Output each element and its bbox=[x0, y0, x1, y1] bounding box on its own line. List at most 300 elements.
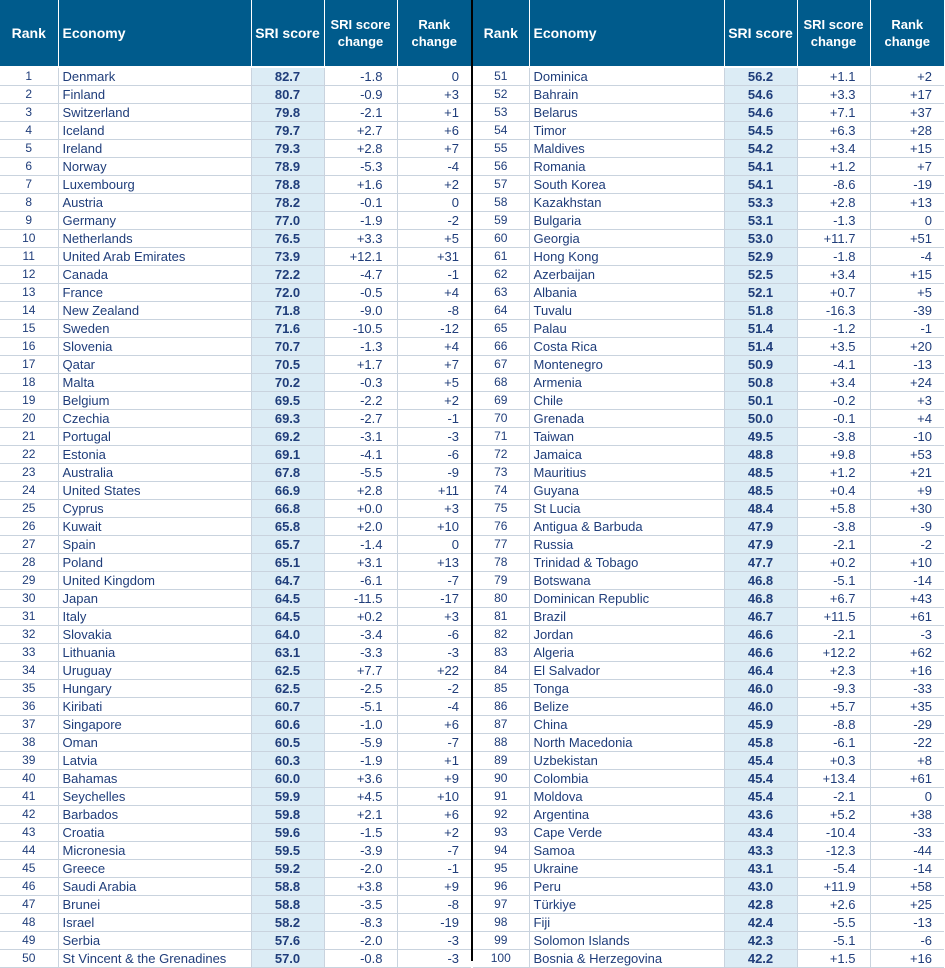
sri-score-cell: 59.9 bbox=[251, 788, 324, 806]
economy-cell: Portugal bbox=[58, 428, 251, 446]
sri-score-cell: 69.5 bbox=[251, 392, 324, 410]
sri-score-cell: 46.4 bbox=[724, 662, 797, 680]
economy-cell: Seychelles bbox=[58, 788, 251, 806]
rank-change-cell: -2 bbox=[397, 212, 471, 230]
rank-cell: 79 bbox=[473, 572, 529, 590]
sri-score-change-cell: -2.1 bbox=[324, 104, 397, 122]
sri-score-change-cell: +2.3 bbox=[797, 662, 870, 680]
rank-cell: 1 bbox=[0, 67, 58, 86]
table-right-half bbox=[473, 0, 944, 968]
sri-score-change-cell: -0.9 bbox=[324, 86, 397, 104]
rank-change-cell: +35 bbox=[870, 698, 944, 716]
sri-score-change-cell: +4.5 bbox=[324, 788, 397, 806]
economy-cell: Palau bbox=[529, 320, 724, 338]
sri-score-cell: 46.7 bbox=[724, 608, 797, 626]
economy-cell: Fiji bbox=[529, 914, 724, 932]
sri-score-change-cell: -8.8 bbox=[797, 716, 870, 734]
rank-change-cell: +4 bbox=[397, 284, 471, 302]
rank-change-cell: +9 bbox=[397, 878, 471, 896]
rank-cell: 39 bbox=[0, 752, 58, 770]
sri-score-cell: 64.5 bbox=[251, 608, 324, 626]
rank-change-cell: +2 bbox=[870, 67, 944, 86]
sri-score-cell: 79.8 bbox=[251, 104, 324, 122]
rank-cell: 52 bbox=[473, 86, 529, 104]
rank-change-cell: +53 bbox=[870, 446, 944, 464]
rank-cell: 3 bbox=[0, 104, 58, 122]
rank-change-cell: +38 bbox=[870, 806, 944, 824]
rank-change-cell: +25 bbox=[870, 896, 944, 914]
economy-cell: Maldives bbox=[529, 140, 724, 158]
economy-cell: Grenada bbox=[529, 410, 724, 428]
sri-score-cell: 60.3 bbox=[251, 752, 324, 770]
table-row bbox=[0, 104, 471, 122]
table-row bbox=[0, 392, 471, 410]
sri-score-cell: 58.8 bbox=[251, 878, 324, 896]
sri-score-change-cell: -2.2 bbox=[324, 392, 397, 410]
rank-change-cell: +3 bbox=[870, 392, 944, 410]
sri-score-change-cell: +3.4 bbox=[797, 374, 870, 392]
rank-change-cell: -13 bbox=[870, 356, 944, 374]
sri-score-change-cell: -0.3 bbox=[324, 374, 397, 392]
sri-score-cell: 57.6 bbox=[251, 932, 324, 950]
table-row bbox=[0, 212, 471, 230]
rank-change-cell: -2 bbox=[397, 680, 471, 698]
rank-change-cell: +16 bbox=[870, 950, 944, 968]
table-row bbox=[0, 320, 471, 338]
sri-score-change-cell: +7.7 bbox=[324, 662, 397, 680]
table-row bbox=[473, 860, 944, 878]
rank-change-cell: +17 bbox=[870, 86, 944, 104]
rank-cell: 84 bbox=[473, 662, 529, 680]
rank-cell: 28 bbox=[0, 554, 58, 572]
rank-change-cell: -1 bbox=[397, 410, 471, 428]
table-row bbox=[473, 572, 944, 590]
table-row bbox=[473, 248, 944, 266]
sri-score-cell: 77.0 bbox=[251, 212, 324, 230]
rank-change-cell: -4 bbox=[870, 248, 944, 266]
economy-cell: Belarus bbox=[529, 104, 724, 122]
table-row bbox=[0, 338, 471, 356]
rank-cell: 61 bbox=[473, 248, 529, 266]
rank-change-cell: +16 bbox=[870, 662, 944, 680]
economy-cell: Spain bbox=[58, 536, 251, 554]
rank-change-cell: +58 bbox=[870, 878, 944, 896]
sri-score-change-cell: +9.8 bbox=[797, 446, 870, 464]
table-row bbox=[473, 212, 944, 230]
sri-score-change-cell: -1.5 bbox=[324, 824, 397, 842]
table-row bbox=[473, 932, 944, 950]
sri-score-change-cell: -3.1 bbox=[324, 428, 397, 446]
rank-change-cell: -17 bbox=[397, 590, 471, 608]
table-row bbox=[0, 356, 471, 374]
economy-cell: Jordan bbox=[529, 626, 724, 644]
rank-change-cell: +7 bbox=[397, 140, 471, 158]
sri-score-change-cell: +6.3 bbox=[797, 122, 870, 140]
sri-score-cell: 51.4 bbox=[724, 338, 797, 356]
sri-score-cell: 50.0 bbox=[724, 410, 797, 428]
rank-change-cell: -29 bbox=[870, 716, 944, 734]
rank-change-cell: 0 bbox=[397, 536, 471, 554]
rank-change-cell: +9 bbox=[870, 482, 944, 500]
table-row bbox=[0, 518, 471, 536]
rank-change-cell: +21 bbox=[870, 464, 944, 482]
ranking-table-left bbox=[0, 0, 471, 968]
sri-score-change-cell: +12.1 bbox=[324, 248, 397, 266]
rank-cell: 33 bbox=[0, 644, 58, 662]
economy-cell: Austria bbox=[58, 194, 251, 212]
rank-cell: 45 bbox=[0, 860, 58, 878]
table-row bbox=[473, 734, 944, 752]
rank-change-cell: -4 bbox=[397, 158, 471, 176]
rank-change-cell: +30 bbox=[870, 500, 944, 518]
header-sri-score-change: SRI score change bbox=[797, 0, 870, 67]
sri-score-cell: 53.3 bbox=[724, 194, 797, 212]
rank-cell: 4 bbox=[0, 122, 58, 140]
economy-cell: Solomon Islands bbox=[529, 932, 724, 950]
table-row bbox=[0, 194, 471, 212]
sri-score-change-cell: -3.8 bbox=[797, 428, 870, 446]
rank-cell: 88 bbox=[473, 734, 529, 752]
sri-score-change-cell: +3.4 bbox=[797, 140, 870, 158]
rank-change-cell: 0 bbox=[870, 788, 944, 806]
sri-score-cell: 47.9 bbox=[724, 518, 797, 536]
header-rank-change: Rank change bbox=[870, 0, 944, 67]
economy-cell: Poland bbox=[58, 554, 251, 572]
table-row bbox=[473, 464, 944, 482]
rank-change-cell: +11 bbox=[397, 482, 471, 500]
rank-cell: 54 bbox=[473, 122, 529, 140]
economy-cell: Latvia bbox=[58, 752, 251, 770]
table-row bbox=[473, 698, 944, 716]
economy-cell: China bbox=[529, 716, 724, 734]
rank-cell: 5 bbox=[0, 140, 58, 158]
sri-score-change-cell: -1.8 bbox=[797, 248, 870, 266]
table-row bbox=[473, 590, 944, 608]
economy-cell: Germany bbox=[58, 212, 251, 230]
rank-change-cell: -22 bbox=[870, 734, 944, 752]
rank-change-cell: -4 bbox=[397, 698, 471, 716]
table-row bbox=[473, 230, 944, 248]
rank-cell: 92 bbox=[473, 806, 529, 824]
rank-cell: 41 bbox=[0, 788, 58, 806]
rank-cell: 14 bbox=[0, 302, 58, 320]
economy-cell: Serbia bbox=[58, 932, 251, 950]
rank-cell: 13 bbox=[0, 284, 58, 302]
table-row bbox=[0, 878, 471, 896]
sri-score-cell: 46.0 bbox=[724, 698, 797, 716]
rank-change-cell: +10 bbox=[397, 518, 471, 536]
table-row bbox=[473, 788, 944, 806]
rank-change-cell: +62 bbox=[870, 644, 944, 662]
table-row bbox=[0, 824, 471, 842]
sri-score-change-cell: -8.6 bbox=[797, 176, 870, 194]
table-body-right bbox=[473, 67, 944, 968]
table-body-left bbox=[0, 67, 471, 968]
rank-change-cell: +61 bbox=[870, 770, 944, 788]
table-row bbox=[473, 122, 944, 140]
rank-cell: 30 bbox=[0, 590, 58, 608]
table-row bbox=[0, 230, 471, 248]
rank-cell: 60 bbox=[473, 230, 529, 248]
rank-change-cell: +4 bbox=[397, 338, 471, 356]
rank-cell: 20 bbox=[0, 410, 58, 428]
sri-score-cell: 43.1 bbox=[724, 860, 797, 878]
economy-cell: Australia bbox=[58, 464, 251, 482]
rank-cell: 83 bbox=[473, 644, 529, 662]
rank-cell: 32 bbox=[0, 626, 58, 644]
rank-cell: 70 bbox=[473, 410, 529, 428]
sri-score-change-cell: +2.8 bbox=[324, 482, 397, 500]
rank-cell: 99 bbox=[473, 932, 529, 950]
economy-cell: Chile bbox=[529, 392, 724, 410]
rank-cell: 78 bbox=[473, 554, 529, 572]
economy-cell: Norway bbox=[58, 158, 251, 176]
table-row bbox=[473, 446, 944, 464]
sri-score-cell: 48.5 bbox=[724, 482, 797, 500]
sri-score-cell: 60.5 bbox=[251, 734, 324, 752]
sri-score-cell: 46.6 bbox=[724, 626, 797, 644]
table-row bbox=[0, 788, 471, 806]
sri-score-cell: 43.6 bbox=[724, 806, 797, 824]
rank-cell: 93 bbox=[473, 824, 529, 842]
economy-cell: Belgium bbox=[58, 392, 251, 410]
economy-cell: Algeria bbox=[529, 644, 724, 662]
sri-score-cell: 80.7 bbox=[251, 86, 324, 104]
rank-change-cell: +10 bbox=[870, 554, 944, 572]
table-row bbox=[0, 176, 471, 194]
sri-score-cell: 42.3 bbox=[724, 932, 797, 950]
rank-cell: 7 bbox=[0, 176, 58, 194]
economy-cell: Hungary bbox=[58, 680, 251, 698]
sri-score-change-cell: +5.8 bbox=[797, 500, 870, 518]
rank-change-cell: -13 bbox=[870, 914, 944, 932]
sri-score-change-cell: -10.5 bbox=[324, 320, 397, 338]
sri-score-cell: 49.5 bbox=[724, 428, 797, 446]
economy-cell: Ukraine bbox=[529, 860, 724, 878]
table-row bbox=[0, 140, 471, 158]
rank-cell: 17 bbox=[0, 356, 58, 374]
sri-score-cell: 64.7 bbox=[251, 572, 324, 590]
sri-score-change-cell: +1.6 bbox=[324, 176, 397, 194]
table-row bbox=[0, 716, 471, 734]
sri-score-change-cell: -2.0 bbox=[324, 860, 397, 878]
rank-change-cell: +13 bbox=[870, 194, 944, 212]
sri-score-change-cell: +0.2 bbox=[324, 608, 397, 626]
rank-change-cell: -1 bbox=[870, 320, 944, 338]
rank-change-cell: +1 bbox=[397, 104, 471, 122]
economy-cell: Iceland bbox=[58, 122, 251, 140]
sri-score-cell: 60.6 bbox=[251, 716, 324, 734]
rank-change-cell: 0 bbox=[397, 67, 471, 86]
table-row bbox=[0, 644, 471, 662]
rank-change-cell: +15 bbox=[870, 140, 944, 158]
sri-score-cell: 63.1 bbox=[251, 644, 324, 662]
header-economy: Economy bbox=[58, 0, 251, 67]
sri-score-change-cell: +1.5 bbox=[797, 950, 870, 968]
economy-cell: Tonga bbox=[529, 680, 724, 698]
economy-cell: Timor bbox=[529, 122, 724, 140]
economy-cell: Azerbaijan bbox=[529, 266, 724, 284]
sri-score-change-cell: -0.1 bbox=[324, 194, 397, 212]
sri-score-cell: 51.8 bbox=[724, 302, 797, 320]
sri-score-cell: 65.8 bbox=[251, 518, 324, 536]
sri-score-cell: 54.1 bbox=[724, 176, 797, 194]
sri-score-cell: 62.5 bbox=[251, 680, 324, 698]
sri-score-change-cell: +2.8 bbox=[324, 140, 397, 158]
table-row bbox=[0, 914, 471, 932]
sri-score-cell: 59.6 bbox=[251, 824, 324, 842]
table-row bbox=[0, 590, 471, 608]
rank-cell: 21 bbox=[0, 428, 58, 446]
rank-change-cell: +43 bbox=[870, 590, 944, 608]
rank-change-cell: +2 bbox=[397, 176, 471, 194]
table-row bbox=[0, 464, 471, 482]
economy-cell: Peru bbox=[529, 878, 724, 896]
rank-cell: 98 bbox=[473, 914, 529, 932]
header-sri-score: SRI score bbox=[724, 0, 797, 67]
sri-score-cell: 53.1 bbox=[724, 212, 797, 230]
sri-score-cell: 47.7 bbox=[724, 554, 797, 572]
economy-cell: Argentina bbox=[529, 806, 724, 824]
economy-cell: Bulgaria bbox=[529, 212, 724, 230]
rank-cell: 27 bbox=[0, 536, 58, 554]
rank-change-cell: +31 bbox=[397, 248, 471, 266]
table-row bbox=[0, 698, 471, 716]
table-row bbox=[473, 608, 944, 626]
rank-cell: 44 bbox=[0, 842, 58, 860]
rank-cell: 62 bbox=[473, 266, 529, 284]
sri-score-cell: 65.1 bbox=[251, 554, 324, 572]
economy-cell: Türkiye bbox=[529, 896, 724, 914]
sri-score-change-cell: -9.3 bbox=[797, 680, 870, 698]
sri-score-cell: 69.2 bbox=[251, 428, 324, 446]
economy-cell: Czechia bbox=[58, 410, 251, 428]
economy-cell: Kazakhstan bbox=[529, 194, 724, 212]
sri-score-cell: 48.5 bbox=[724, 464, 797, 482]
rank-change-cell: -10 bbox=[870, 428, 944, 446]
rank-change-cell: -14 bbox=[870, 572, 944, 590]
rank-cell: 22 bbox=[0, 446, 58, 464]
economy-cell: Singapore bbox=[58, 716, 251, 734]
economy-cell: Armenia bbox=[529, 374, 724, 392]
table-row bbox=[473, 356, 944, 374]
economy-cell: Canada bbox=[58, 266, 251, 284]
rank-change-cell: -1 bbox=[397, 860, 471, 878]
table-row bbox=[0, 410, 471, 428]
rank-cell: 15 bbox=[0, 320, 58, 338]
sri-score-change-cell: +0.0 bbox=[324, 500, 397, 518]
header-sri-score: SRI score bbox=[251, 0, 324, 67]
sri-score-cell: 60.0 bbox=[251, 770, 324, 788]
sri-score-cell: 58.2 bbox=[251, 914, 324, 932]
economy-cell: Sweden bbox=[58, 320, 251, 338]
table-row bbox=[473, 158, 944, 176]
rank-change-cell: +7 bbox=[870, 158, 944, 176]
economy-cell: Dominica bbox=[529, 67, 724, 86]
rank-change-cell: +3 bbox=[397, 608, 471, 626]
table-row bbox=[473, 950, 944, 968]
sri-score-change-cell: -2.1 bbox=[797, 626, 870, 644]
table-row bbox=[0, 554, 471, 572]
rank-cell: 76 bbox=[473, 518, 529, 536]
sri-score-cell: 82.7 bbox=[251, 67, 324, 86]
sri-score-cell: 46.6 bbox=[724, 644, 797, 662]
table-row bbox=[0, 500, 471, 518]
sri-score-cell: 48.8 bbox=[724, 446, 797, 464]
rank-change-cell: -6 bbox=[397, 626, 471, 644]
sri-score-change-cell: +0.7 bbox=[797, 284, 870, 302]
rank-change-cell: +2 bbox=[397, 824, 471, 842]
economy-cell: Taiwan bbox=[529, 428, 724, 446]
sri-score-change-cell: +13.4 bbox=[797, 770, 870, 788]
economy-cell: Finland bbox=[58, 86, 251, 104]
table-row bbox=[0, 896, 471, 914]
table-row bbox=[0, 67, 471, 86]
rank-change-cell: +20 bbox=[870, 338, 944, 356]
sri-score-cell: 51.4 bbox=[724, 320, 797, 338]
rank-change-cell: -7 bbox=[397, 734, 471, 752]
table-row bbox=[473, 410, 944, 428]
economy-cell: Qatar bbox=[58, 356, 251, 374]
sri-score-change-cell: -3.4 bbox=[324, 626, 397, 644]
sri-score-change-cell: -10.4 bbox=[797, 824, 870, 842]
table-row bbox=[473, 266, 944, 284]
sri-score-change-cell: -16.3 bbox=[797, 302, 870, 320]
table-row bbox=[473, 842, 944, 860]
economy-cell: Saudi Arabia bbox=[58, 878, 251, 896]
economy-cell: Denmark bbox=[58, 67, 251, 86]
sri-score-cell: 58.8 bbox=[251, 896, 324, 914]
rank-cell: 68 bbox=[473, 374, 529, 392]
economy-cell: Cape Verde bbox=[529, 824, 724, 842]
sri-score-change-cell: -1.3 bbox=[797, 212, 870, 230]
rank-cell: 37 bbox=[0, 716, 58, 734]
table-row bbox=[473, 914, 944, 932]
rank-cell: 18 bbox=[0, 374, 58, 392]
rank-change-cell: -3 bbox=[397, 428, 471, 446]
table-row bbox=[473, 428, 944, 446]
rank-change-cell: +61 bbox=[870, 608, 944, 626]
economy-cell: Uruguay bbox=[58, 662, 251, 680]
rank-change-cell: -7 bbox=[397, 572, 471, 590]
sri-score-cell: 78.8 bbox=[251, 176, 324, 194]
sri-score-change-cell: -2.7 bbox=[324, 410, 397, 428]
rank-cell: 63 bbox=[473, 284, 529, 302]
table-header-row bbox=[473, 0, 944, 67]
rank-change-cell: -6 bbox=[397, 446, 471, 464]
rank-change-cell: +24 bbox=[870, 374, 944, 392]
sri-score-change-cell: -9.0 bbox=[324, 302, 397, 320]
sri-score-change-cell: -1.9 bbox=[324, 212, 397, 230]
table-row bbox=[0, 806, 471, 824]
table-row bbox=[0, 482, 471, 500]
table-row bbox=[473, 662, 944, 680]
table-row bbox=[473, 67, 944, 86]
sri-score-change-cell: -5.4 bbox=[797, 860, 870, 878]
sri-score-cell: 43.0 bbox=[724, 878, 797, 896]
rank-cell: 56 bbox=[473, 158, 529, 176]
rank-change-cell: +3 bbox=[397, 500, 471, 518]
rank-cell: 73 bbox=[473, 464, 529, 482]
economy-cell: Antigua & Barbuda bbox=[529, 518, 724, 536]
sri-score-change-cell: -1.9 bbox=[324, 752, 397, 770]
sri-score-cell: 62.5 bbox=[251, 662, 324, 680]
economy-cell: Malta bbox=[58, 374, 251, 392]
sri-score-cell: 45.4 bbox=[724, 752, 797, 770]
table-row bbox=[473, 392, 944, 410]
sri-score-change-cell: -2.1 bbox=[797, 536, 870, 554]
economy-cell: Samoa bbox=[529, 842, 724, 860]
